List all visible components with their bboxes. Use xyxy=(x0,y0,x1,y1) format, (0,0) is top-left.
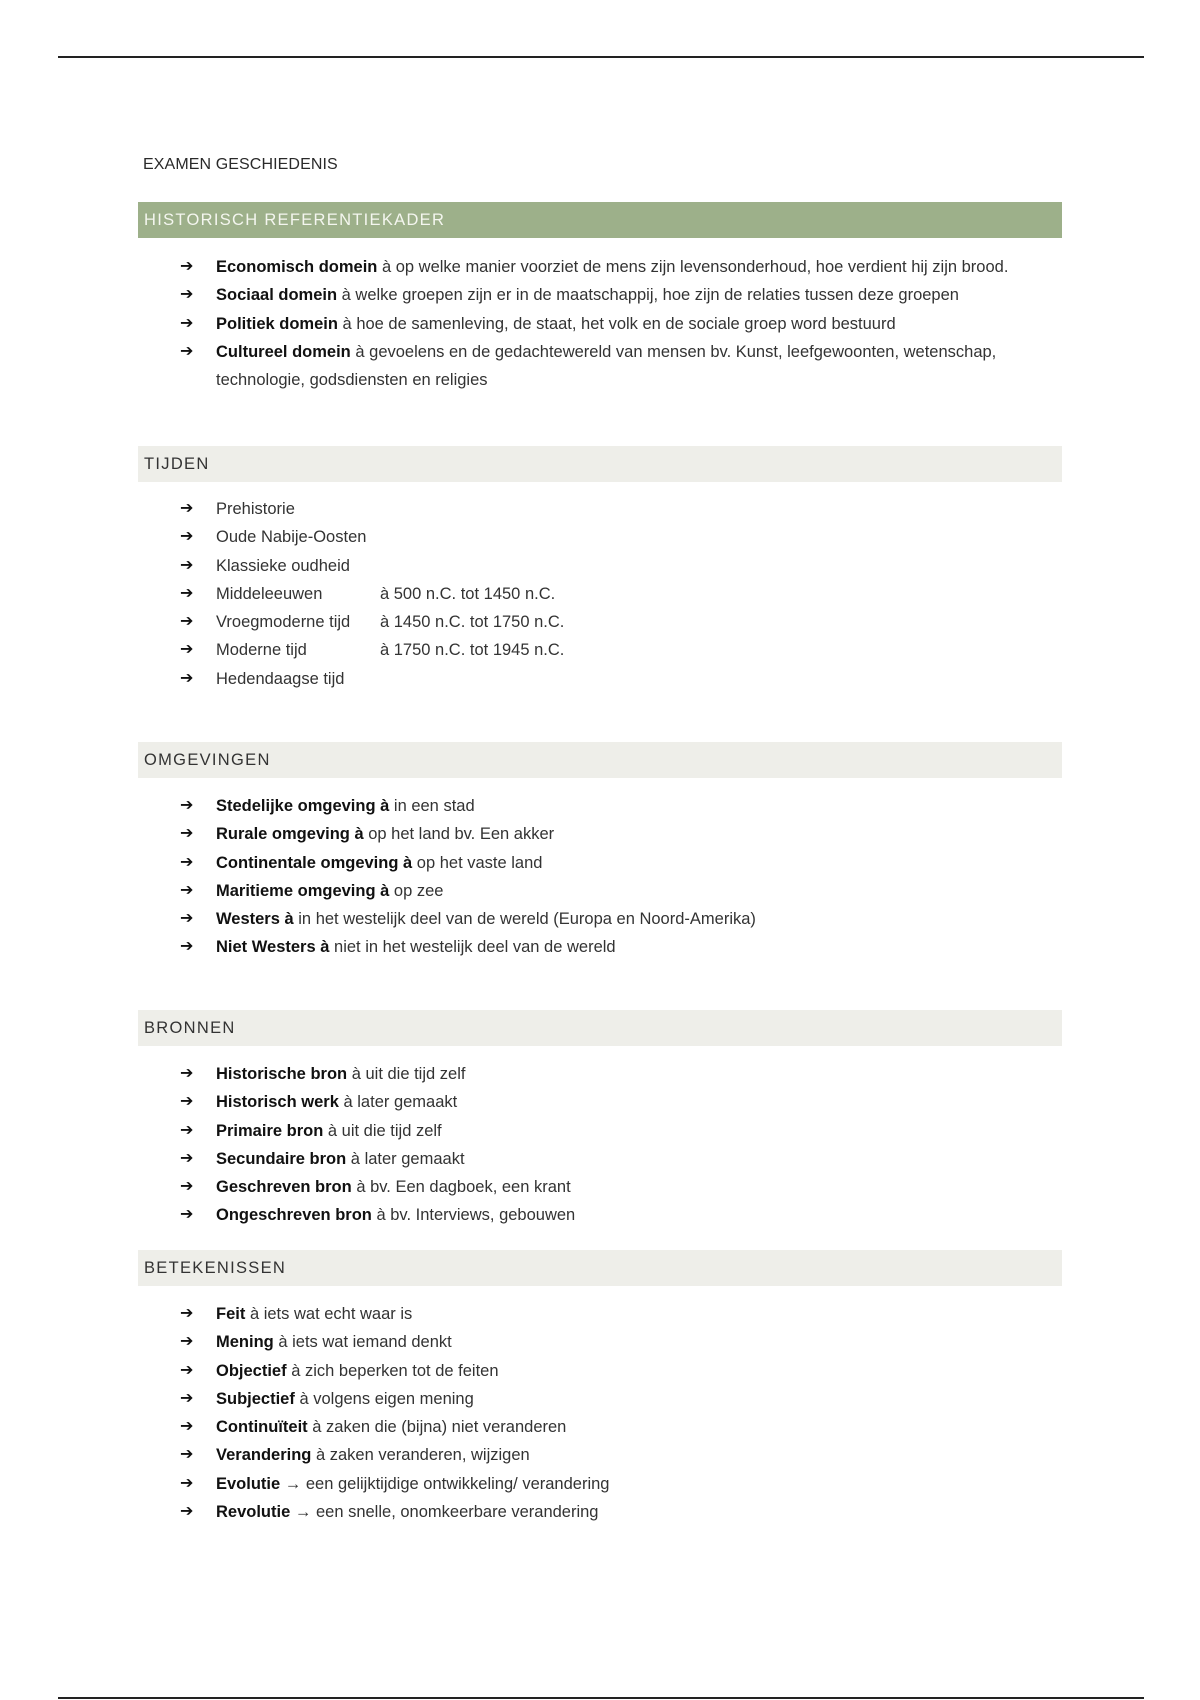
list-item xyxy=(180,636,1060,664)
section-heading-omgevingen: OMGEVINGEN xyxy=(138,742,1062,778)
arrow-right-icon: ➔ xyxy=(180,825,194,843)
list-item xyxy=(180,1060,1060,1088)
item-text: welke groepen zijn er in de maatschappij, hoe zijn de relaties tussen deze groepen xyxy=(355,286,959,305)
item-text: later gemaakt xyxy=(357,1093,458,1112)
document-title: EXAMEN GESCHIEDENIS xyxy=(143,156,338,173)
item-term: Rurale omgeving à xyxy=(216,825,364,844)
arrow-right-icon: ➔ xyxy=(180,1065,194,1082)
list-item xyxy=(180,1300,1060,1328)
item-term: Continuïteit xyxy=(216,1418,308,1437)
item-text: hoe de samenleving, de staat, het volk en de sociale groep word bestuurd xyxy=(356,314,896,333)
arrow-right-icon: ➔ xyxy=(180,1333,194,1351)
list-item xyxy=(180,1173,1060,1201)
item-text: zaken die (bijna) niet veranderen xyxy=(326,1418,567,1437)
item-term: Feit xyxy=(216,1305,246,1323)
period-range: à 1750 n.C. tot 1945 n.C. xyxy=(380,641,565,660)
list-item xyxy=(180,849,1060,877)
item-text: op zee xyxy=(393,881,444,900)
list-item xyxy=(180,552,1060,580)
item-text: zaken veranderen, wijzigen xyxy=(329,1446,530,1465)
arrow-right-icon: ➔ xyxy=(180,1503,194,1521)
item-separator: à xyxy=(299,1389,309,1408)
item-text: een gelijktijdige ontwikkeling/ verandering xyxy=(305,1474,610,1493)
list-item xyxy=(180,253,1060,281)
list-item xyxy=(180,1117,1060,1145)
item-separator: à xyxy=(381,258,392,276)
list-betekenissen xyxy=(180,1300,1060,1526)
arrow-right-icon: ➔ xyxy=(180,938,194,956)
item-text: niet in het westelijk deel van de wereld xyxy=(334,938,616,957)
section-heading-bronnen: BRONNEN xyxy=(138,1010,1062,1046)
arrow-right-icon: ➔ xyxy=(180,342,194,360)
item-text: zich beperken tot de feiten xyxy=(304,1361,499,1380)
item-term: Stedelijke omgeving à xyxy=(216,797,390,815)
period-label: Klassieke oudheid xyxy=(216,556,350,575)
item-term: Maritieme omgeving à xyxy=(216,881,390,900)
item-separator: à xyxy=(355,342,365,361)
item-separator: à xyxy=(343,1093,353,1112)
period-label: Oude Nabije-Oosten xyxy=(216,528,367,547)
item-term: Secundaire bron xyxy=(216,1149,347,1168)
list-item xyxy=(180,281,1060,309)
item-separator: à xyxy=(249,1305,260,1323)
item-separator: à xyxy=(376,1206,386,1225)
list-item xyxy=(180,905,1060,933)
list-item xyxy=(180,1498,1060,1526)
item-term: Niet Westers à xyxy=(216,938,330,957)
item-text: op welke manier voorziet de mens zijn levensonderhoud, hoe verdient hij zijn brood. xyxy=(395,258,1009,276)
arrow-right-icon: ➔ xyxy=(180,910,194,928)
arrow-right-icon: ➔ xyxy=(180,1418,194,1436)
item-term: Evolutie xyxy=(216,1474,281,1493)
item-text: op het vaste land xyxy=(416,853,543,872)
top-rule xyxy=(58,56,1144,58)
list-omgevingen xyxy=(180,792,1060,962)
arrow-right-icon: ➔ xyxy=(180,528,194,546)
item-text: bv. Interviews, gebouwen xyxy=(390,1206,576,1225)
item-term: Subjectief xyxy=(216,1389,295,1408)
section-heading-tijden: TIJDEN xyxy=(138,446,1062,482)
item-text: uit die tijd zelf xyxy=(365,1065,466,1083)
period-label: Vroegmoderne tijd xyxy=(216,613,351,632)
list-historisch-referentiekader xyxy=(180,253,1060,394)
period-label: Middeleeuwen xyxy=(216,584,323,603)
item-separator: à xyxy=(315,1446,326,1465)
period-label: Prehistorie xyxy=(216,500,295,518)
item-separator: → xyxy=(284,1474,302,1493)
item-separator: à xyxy=(327,1121,338,1140)
arrow-right-icon: ➔ xyxy=(180,881,194,899)
item-text: op het land bv. Een akker xyxy=(368,825,555,844)
arrow-right-icon: ➔ xyxy=(180,1474,194,1492)
item-text: een snelle, onomkeerbare verandering xyxy=(315,1503,599,1522)
item-separator: à xyxy=(350,1149,360,1168)
list-item xyxy=(180,1441,1060,1469)
list-item xyxy=(180,580,1060,608)
item-text: bv. Een dagboek, een krant xyxy=(370,1178,571,1197)
list-tijden xyxy=(180,495,1060,693)
arrow-right-icon: ➔ xyxy=(180,584,194,602)
item-text: later gemaakt xyxy=(364,1149,465,1168)
list-item xyxy=(180,1385,1060,1413)
arrow-right-icon: ➔ xyxy=(180,669,194,687)
item-term: Ongeschreven bron xyxy=(216,1206,372,1225)
item-text: in een stad xyxy=(393,797,475,815)
arrow-right-icon: ➔ xyxy=(180,1305,194,1322)
list-item xyxy=(180,1357,1060,1385)
item-term: Revolutie xyxy=(216,1503,291,1522)
arrow-right-icon: ➔ xyxy=(180,613,194,631)
item-separator: à xyxy=(291,1361,301,1380)
item-term: Economisch domein xyxy=(216,258,378,276)
list-item xyxy=(180,1145,1060,1173)
bottom-rule xyxy=(58,1697,1144,1699)
list-item xyxy=(180,820,1060,848)
item-separator: à xyxy=(351,1065,361,1083)
item-term: Historisch werk xyxy=(216,1093,339,1112)
list-item xyxy=(180,792,1060,820)
section-heading-historisch-referentiekader: HISTORISCH REFERENTIEKADER xyxy=(138,202,1062,238)
arrow-right-icon: ➔ xyxy=(180,1446,194,1464)
item-separator: à xyxy=(341,286,351,305)
arrow-right-icon: ➔ xyxy=(180,314,194,332)
list-item xyxy=(180,665,1060,693)
item-text: gevoelens en de gedachtewereld van mensen bv. Kunst, leefgewoonten, wetenschap, technologie, godsdiensten en religies xyxy=(216,342,997,390)
item-text: in het westelijk deel van de wereld (Europa en Noord-Amerika) xyxy=(298,910,756,929)
period-label: Hedendaagse tijd xyxy=(216,669,345,688)
list-bronnen xyxy=(180,1060,1060,1230)
list-item xyxy=(180,338,1060,395)
period-label: Moderne tijd xyxy=(216,641,307,660)
item-term: Westers à xyxy=(216,910,294,929)
item-text: iets wat iemand denkt xyxy=(292,1333,452,1352)
item-term: Sociaal domein xyxy=(216,286,338,305)
list-item xyxy=(180,1413,1060,1441)
item-separator: à xyxy=(356,1178,366,1197)
list-item xyxy=(180,933,1060,961)
item-term: Historische bron xyxy=(216,1065,348,1083)
arrow-right-icon: ➔ xyxy=(180,797,194,814)
arrow-right-icon: ➔ xyxy=(180,1206,194,1224)
item-term: Verandering xyxy=(216,1446,312,1465)
item-term: Primaire bron xyxy=(216,1121,324,1140)
item-separator: → xyxy=(294,1503,312,1522)
item-term: Objectief xyxy=(216,1361,287,1380)
item-term: Politiek domein xyxy=(216,314,338,333)
list-item xyxy=(180,1470,1060,1498)
section-heading-betekenissen: BETEKENISSEN xyxy=(138,1250,1062,1286)
list-item xyxy=(180,1201,1060,1229)
arrow-right-icon: ➔ xyxy=(180,853,194,871)
arrow-right-icon: ➔ xyxy=(180,1361,194,1379)
list-item xyxy=(180,495,1060,523)
list-item xyxy=(180,1328,1060,1356)
arrow-right-icon: ➔ xyxy=(180,286,194,304)
arrow-right-icon: ➔ xyxy=(180,258,194,275)
list-item xyxy=(180,310,1060,338)
arrow-right-icon: ➔ xyxy=(180,1093,194,1111)
arrow-right-icon: ➔ xyxy=(180,500,194,517)
item-term: Cultureel domein xyxy=(216,342,351,361)
item-term: Geschreven bron xyxy=(216,1178,352,1197)
arrow-right-icon: ➔ xyxy=(180,556,194,574)
item-term: Continentale omgeving à xyxy=(216,853,413,872)
arrow-right-icon: ➔ xyxy=(180,641,194,659)
item-text: iets wat echt waar is xyxy=(263,1305,413,1323)
arrow-right-icon: ➔ xyxy=(180,1178,194,1196)
list-item xyxy=(180,608,1060,636)
list-item xyxy=(180,877,1060,905)
item-separator: à xyxy=(312,1418,322,1437)
list-item xyxy=(180,1088,1060,1116)
arrow-right-icon: ➔ xyxy=(180,1121,194,1139)
item-text: uit die tijd zelf xyxy=(341,1121,442,1140)
period-range: à 1450 n.C. tot 1750 n.C. xyxy=(380,613,565,632)
item-text: volgens eigen mening xyxy=(313,1389,474,1408)
arrow-right-icon: ➔ xyxy=(180,1389,194,1407)
period-range: à 500 n.C. tot 1450 n.C. xyxy=(380,584,556,603)
item-separator: à xyxy=(342,314,352,333)
item-separator: à xyxy=(278,1333,288,1352)
arrow-right-icon: ➔ xyxy=(180,1149,194,1167)
item-term: Mening xyxy=(216,1333,274,1352)
list-item xyxy=(180,523,1060,551)
